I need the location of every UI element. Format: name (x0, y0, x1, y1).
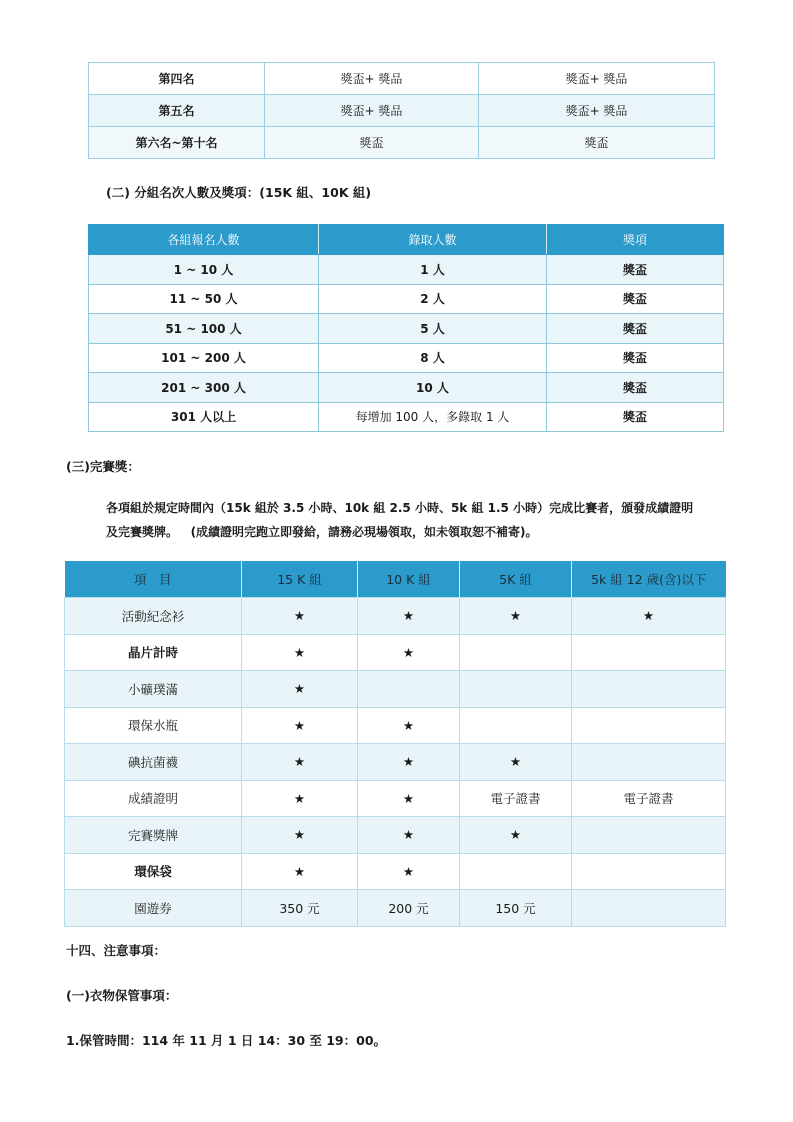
admit-count-cell: 10 人 (319, 373, 547, 403)
star-icon: ★ (460, 744, 572, 781)
admit-count-cell: 2 人 (319, 284, 547, 314)
table-row (65, 671, 726, 708)
item-name-cell: 園遊券 (65, 890, 242, 927)
table-row (89, 284, 724, 314)
table-row (65, 634, 726, 671)
column-header: 錄取人數 (319, 225, 547, 255)
section-3-paragraph-line-1: 各項組於規定時間內（15k 組於 3.5 小時、10k 組 2.5 小時、5k 組 1.5 小時）完成比賽者，頒發成績證明 (106, 501, 694, 515)
star-icon: ★ (358, 853, 460, 890)
column-header: 項 目 (65, 561, 242, 598)
rank-cell: 第四名 (89, 63, 265, 95)
admit-count-cell: 5 人 (319, 314, 547, 344)
table-row (65, 890, 726, 927)
table-row (65, 780, 726, 817)
award-cell: 獎盃 (547, 314, 724, 344)
table-row (65, 817, 726, 854)
column-header: 各組報名人數 (89, 225, 319, 255)
award-value-cell (572, 707, 726, 744)
table-row (89, 95, 715, 127)
rank-cell: 第六名~第十名 (89, 127, 265, 159)
star-icon: ★ (242, 634, 358, 671)
item-name-cell: 環保袋 (65, 853, 242, 890)
award-value-cell: 200 元 (358, 890, 460, 927)
completion-award-table (64, 561, 726, 927)
award-value-cell (572, 853, 726, 890)
award-value-cell: 350 元 (242, 890, 358, 927)
item-name-cell: 小礦璞滿 (65, 671, 242, 708)
award-cell: 獎盃 (547, 284, 724, 314)
table-row (65, 598, 726, 635)
award-cell: 獎盃 (547, 373, 724, 403)
paragraph-note: (成績證明完跑立即發給，請務必現場領取，如未領取恕不補寄)。 (190, 525, 538, 539)
signup-count-cell: 11 ~ 50 人 (89, 284, 319, 314)
signup-count-cell: 51 ~ 100 人 (89, 314, 319, 344)
star-icon: ★ (460, 598, 572, 635)
signup-count-cell: 1 ~ 10 人 (89, 255, 319, 285)
table-row (65, 744, 726, 781)
award-cell: 獎盃+ 獎品 (479, 63, 715, 95)
star-icon: ★ (358, 744, 460, 781)
award-value-cell (358, 671, 460, 708)
star-icon: ★ (242, 598, 358, 635)
award-value-cell (572, 744, 726, 781)
award-cell: 獎盃 (547, 402, 724, 432)
table-row (65, 853, 726, 890)
award-value-cell: 150 元 (460, 890, 572, 927)
star-icon: ★ (358, 780, 460, 817)
award-value-cell (572, 634, 726, 671)
table-row (89, 63, 715, 95)
award-cell: 獎盃 (265, 127, 479, 159)
star-icon: ★ (242, 780, 358, 817)
table-header-row (89, 225, 724, 255)
award-value-cell: 電子證書 (572, 780, 726, 817)
award-value-cell (460, 853, 572, 890)
award-value-cell (572, 671, 726, 708)
admit-count-cell: 每增加 100 人，多錄取 1 人 (319, 402, 547, 432)
award-cell: 獎盃 (547, 255, 724, 285)
star-icon: ★ (242, 853, 358, 890)
column-header: 獎項 (547, 225, 724, 255)
signup-count-cell: 101 ~ 200 人 (89, 343, 319, 373)
star-icon: ★ (460, 817, 572, 854)
signup-count-cell: 201 ~ 300 人 (89, 373, 319, 403)
table-row (89, 314, 724, 344)
table-row (65, 707, 726, 744)
award-cell: 獎盃+ 獎品 (479, 95, 715, 127)
star-icon: ★ (358, 707, 460, 744)
column-header: 15 K 組 (242, 561, 358, 598)
section-3-heading: (三)完賽獎： (66, 459, 140, 474)
section-14-heading: 十四、注意事項： (66, 943, 167, 958)
star-icon: ★ (572, 598, 726, 635)
item-name-cell: 晶片計時 (65, 634, 242, 671)
star-icon: ★ (242, 707, 358, 744)
item-name-cell: 完賽獎牌 (65, 817, 242, 854)
award-value-cell: 電子證書 (460, 780, 572, 817)
star-icon: ★ (242, 817, 358, 854)
rank-cell: 第五名 (89, 95, 265, 127)
column-header: 5k 組 12 歲(含)以下 (572, 561, 726, 598)
star-icon: ★ (242, 671, 358, 708)
table-row (89, 127, 715, 159)
award-value-cell (460, 707, 572, 744)
section-14-item-1: 1.保管時間：114 年 11 月 1 日 14：30 至 19：00。 (66, 1033, 387, 1048)
award-value-cell (572, 890, 726, 927)
award-value-cell (460, 634, 572, 671)
section-14-subheading: (一)衣物保管事項： (66, 988, 178, 1003)
paragraph-text: 及完賽獎牌。 (106, 525, 179, 539)
item-name-cell: 環保水瓶 (65, 707, 242, 744)
table-row (89, 402, 724, 432)
column-header: 5K 組 (460, 561, 572, 598)
item-name-cell: 碘抗菌襪 (65, 744, 242, 781)
table-row (89, 255, 724, 285)
award-cell: 獎盃+ 獎品 (265, 95, 479, 127)
award-value-cell (460, 671, 572, 708)
star-icon: ★ (358, 634, 460, 671)
award-cell: 獎盃+ 獎品 (265, 63, 479, 95)
star-icon: ★ (242, 744, 358, 781)
group-quota-table (88, 224, 724, 432)
rank-award-table (88, 62, 715, 159)
table-header-row (65, 561, 726, 598)
award-cell: 獎盃 (479, 127, 715, 159)
award-value-cell (572, 817, 726, 854)
item-name-cell: 成績證明 (65, 780, 242, 817)
star-icon: ★ (358, 598, 460, 635)
admit-count-cell: 8 人 (319, 343, 547, 373)
section-2-heading: (二) 分組名次人數及獎項：(15K 組、10K 組) (106, 185, 372, 200)
admit-count-cell: 1 人 (319, 255, 547, 285)
signup-count-cell: 301 人以上 (89, 402, 319, 432)
table-row (89, 373, 724, 403)
column-header: 10 K 組 (358, 561, 460, 598)
star-icon: ★ (358, 817, 460, 854)
section-3-paragraph-line-2 (106, 523, 538, 540)
award-cell: 獎盃 (547, 343, 724, 373)
table-row (89, 343, 724, 373)
item-name-cell: 活動紀念衫 (65, 598, 242, 635)
